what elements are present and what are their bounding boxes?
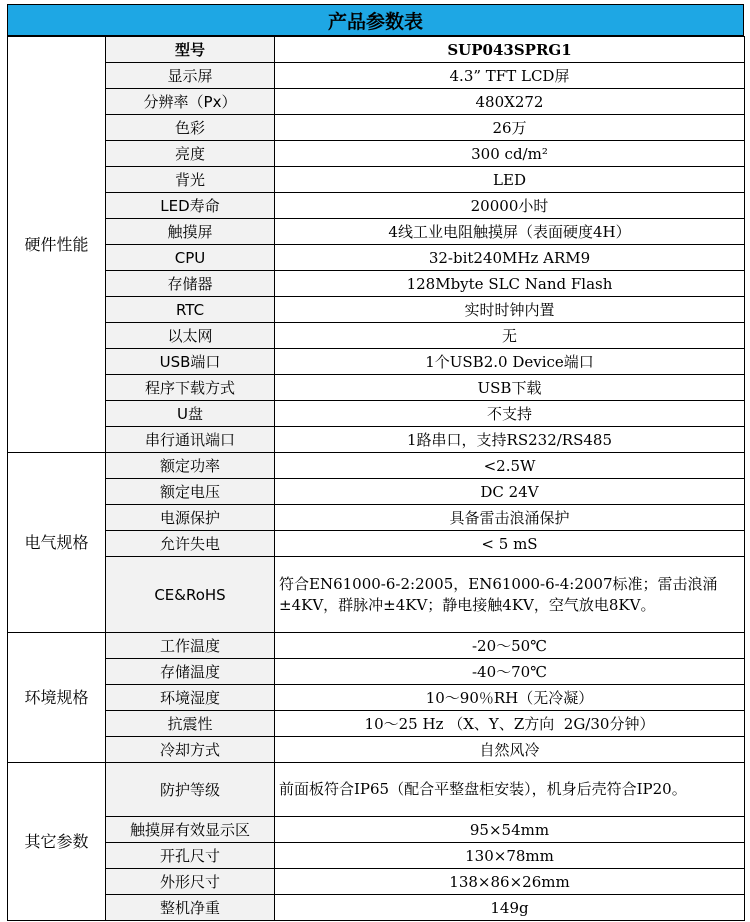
row-value: 128Mbyte SLC Nand Flash [275,271,745,297]
table-row [8,505,745,531]
row-value: SUP043SPRG1 [275,37,745,63]
row-label: 开孔尺寸 [106,843,275,869]
group-label-electrical: 电气规格 [8,453,106,633]
row-label: 存储器 [106,271,275,297]
row-label: 额定功率 [106,453,275,479]
table-row [8,427,745,453]
row-label: 冷却方式 [106,737,275,763]
table-row [8,141,745,167]
table-row [8,245,745,271]
table-row [8,763,745,817]
row-value: < 5 mS [275,531,745,557]
table-row [8,685,745,711]
row-value: 32-bit240MHz ARM9 [275,245,745,271]
table-row [8,297,745,323]
row-value: 1个USB2.0 Device端口 [275,349,745,375]
table-row [8,219,745,245]
row-label: 显示屏 [106,63,275,89]
row-label: 外形尺寸 [106,869,275,895]
row-label: 抗震性 [106,711,275,737]
table-row [8,115,745,141]
row-label: 串行通讯端口 [106,427,275,453]
group-label-other: 其它参数 [8,763,106,921]
table-row [8,659,745,685]
row-value: 4.3” TFT LCD屏 [275,63,745,89]
table-row [8,375,745,401]
row-label: 允许失电 [106,531,275,557]
row-label: 型号 [106,37,275,63]
row-label: 触摸屏有效显示区 [106,817,275,843]
row-label: 程序下载方式 [106,375,275,401]
row-value: -20～50℃ [275,633,745,659]
row-value: 自然风冷 [275,737,745,763]
table-row [8,349,745,375]
row-label: U盘 [106,401,275,427]
table-row [8,63,745,89]
table-row [8,193,745,219]
row-label: 防护等级 [106,763,275,817]
table-row [8,89,745,115]
table-row [8,737,745,763]
model-row [8,37,745,63]
table-row [8,531,745,557]
row-label: 背光 [106,167,275,193]
row-value: 10～25 Hz （X、Y、Z方向 2G/30分钟） [275,711,745,737]
row-value: -40～70℃ [275,659,745,685]
table-row [8,479,745,505]
row-value: 4线工业电阻触摸屏（表面硬度4H） [275,219,745,245]
table-row [8,557,745,633]
row-value: 300 cd/m² [275,141,745,167]
row-label: LED寿命 [106,193,275,219]
row-label: CPU [106,245,275,271]
table-row [8,401,745,427]
row-value: 具备雷击浪涌保护 [275,505,745,531]
row-label: 存储温度 [106,659,275,685]
table-row [8,323,745,349]
table-row [8,869,745,895]
row-value: 138×86×26mm [275,869,745,895]
row-value: USB下载 [275,375,745,401]
spec-sheet [7,4,744,921]
row-label: 色彩 [106,115,275,141]
row-value: DC 24V [275,479,745,505]
row-value: 不支持 [275,401,745,427]
row-label: 额定电压 [106,479,275,505]
table-row [8,633,745,659]
row-label: RTC [106,297,275,323]
table-row [8,711,745,737]
row-label: 环境湿度 [106,685,275,711]
table-row [8,817,745,843]
row-value: 95×54mm [275,817,745,843]
row-label: 分辨率（Px） [106,89,275,115]
row-value: 前面板符合IP65（配合平整盘柜安装），机身后壳符合IP20。 [275,763,745,817]
table-row [8,167,745,193]
row-value: 无 [275,323,745,349]
row-label: CE&RoHS [106,557,275,633]
row-value: 26万 [275,115,745,141]
row-value: 符合EN61000-6-2:2005，EN61000-6-4:2007标准；雷击浪涌±4KV，群脉冲±4KV；静电接触4KV，空气放电8KV。 [275,557,745,633]
row-label: 整机净重 [106,895,275,921]
row-value: 149g [275,895,745,921]
row-value: 1路串口，支持RS232/RS485 [275,427,745,453]
row-label: 亮度 [106,141,275,167]
row-label: 电源保护 [106,505,275,531]
row-value: 实时时钟内置 [275,297,745,323]
table-title: 产品参数表 [7,4,744,36]
row-label: 触摸屏 [106,219,275,245]
row-value: LED [275,167,745,193]
row-label: 工作温度 [106,633,275,659]
table-row [8,895,745,921]
row-value: <2.5W [275,453,745,479]
spec-table [7,36,745,921]
table-row [8,271,745,297]
group-label-environment: 环境规格 [8,633,106,763]
row-value: 130×78mm [275,843,745,869]
table-row [8,843,745,869]
group-label-hardware: 硬件性能 [8,37,106,453]
row-label: USB端口 [106,349,275,375]
row-value: 20000小时 [275,193,745,219]
row-value: 10～90％RH（无冷凝） [275,685,745,711]
row-value: 480X272 [275,89,745,115]
row-label: 以太网 [106,323,275,349]
table-row [8,453,745,479]
